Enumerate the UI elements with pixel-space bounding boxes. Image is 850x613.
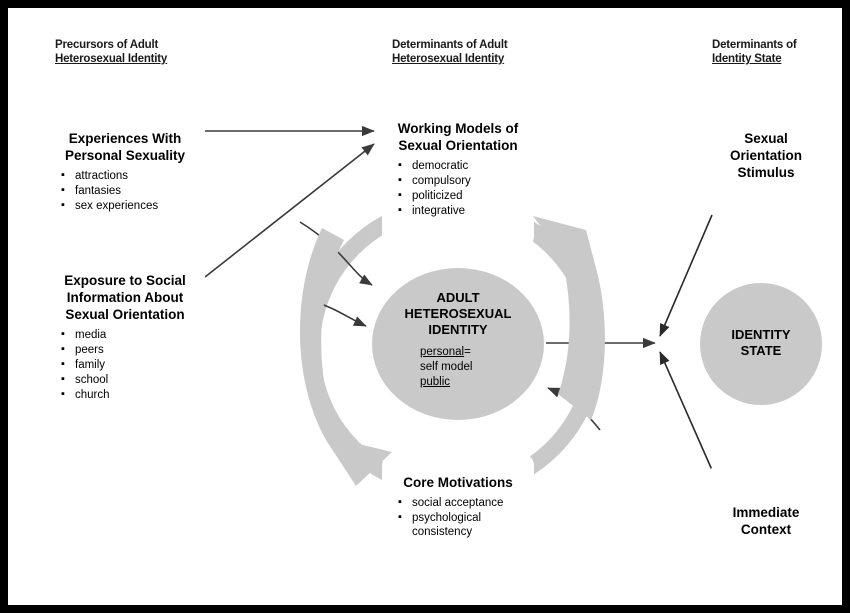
circle-adult-identity-sub [372,345,544,390]
list-item: ▪ social acceptance [412,496,534,511]
list-item: ▪ peers [75,343,205,358]
list-item: ▪ integrative [412,204,534,219]
circle-adult-identity-sub-personal: personal [420,346,465,358]
box-stimulus-title-line1: Sexual [744,131,788,146]
list-item: ▪ church [75,388,205,403]
circle-identity-state-line2: STATE [740,343,782,358]
list-item: ▪ politicized [412,189,534,204]
box-sexual-orientation-stimulus[interactable] [709,95,823,215]
box-immediate-context[interactable] [709,462,823,582]
box-working-models-title-line2: Sexual Orientation [398,138,518,153]
circle-adult-identity-sub-selfmodel: self model [420,361,473,373]
box-immediate-context-title-line2: Context [740,522,792,537]
box-experiences-title-line2: Personal Sexuality [64,148,186,163]
circle-identity-state-line1: IDENTITY [731,327,791,342]
list-item: ▪ psychological consistency [412,511,534,539]
box-exposure-to-social-information[interactable] [45,258,205,410]
column-heading-determinants-identity-line1: Determinants of Adult [392,39,508,51]
circle-adult-heterosexual-identity[interactable] [372,268,544,420]
column-heading-determinants-state [712,38,850,66]
column-heading-determinants-state-line1: Determinants of [712,39,797,51]
box-immediate-context-title-line1: Immediate [732,505,800,520]
box-exposure-list [45,328,205,403]
box-experiences-title-line1: Experiences With [68,131,182,146]
circle-adult-identity-sub-public: public [420,376,451,388]
box-working-models-list [382,159,534,219]
circle-identity-state[interactable] [700,283,822,405]
list-item: ▪ attractions [75,169,205,184]
box-exposure-title-line1: Exposure to Social [64,273,186,288]
list-item: ▪ fantasies [75,184,205,199]
column-heading-determinants-identity [392,38,582,66]
list-item: ▪ media [75,328,205,343]
box-core-motivations-list [382,496,534,539]
box-exposure-title-line3: Sexual Orientation [65,307,185,322]
circle-adult-identity-line1: ADULT [436,290,480,305]
list-item: ▪ school [75,373,205,388]
box-stimulus-title-line2: Orientation [729,148,802,163]
box-working-models-title-line1: Working Models of [397,121,519,136]
circle-adult-identity-line2: HETEROSEXUAL [404,306,512,321]
box-experiences-list [45,169,205,214]
list-item: ▪ compulsory [412,174,534,189]
circle-adult-identity-line3: IDENTITY [428,322,488,337]
box-working-models-of-sexual-orientation[interactable] [382,95,534,250]
column-heading-precursors [55,38,235,66]
list-item: ▪ democratic [412,159,534,174]
box-core-motivations[interactable] [382,452,534,582]
box-core-motivations-title: Core Motivations [403,475,513,490]
column-heading-precursors-line1: Precursors of Adult [55,39,159,51]
column-heading-determinants-identity-line2: Heterosexual Identity [392,53,505,65]
box-experiences-with-personal-sexuality[interactable] [45,95,205,250]
column-heading-precursors-line2: Heterosexual Identity [55,53,168,65]
circle-adult-identity-sub-equals: = [464,346,471,358]
column-heading-determinants-state-line2: Identity State [712,53,782,65]
list-item: ▪ family [75,358,205,373]
list-item: ▪ sex experiences [75,199,205,214]
box-stimulus-title-line3: Stimulus [737,165,795,180]
box-exposure-title-line2: Information About [66,290,184,305]
